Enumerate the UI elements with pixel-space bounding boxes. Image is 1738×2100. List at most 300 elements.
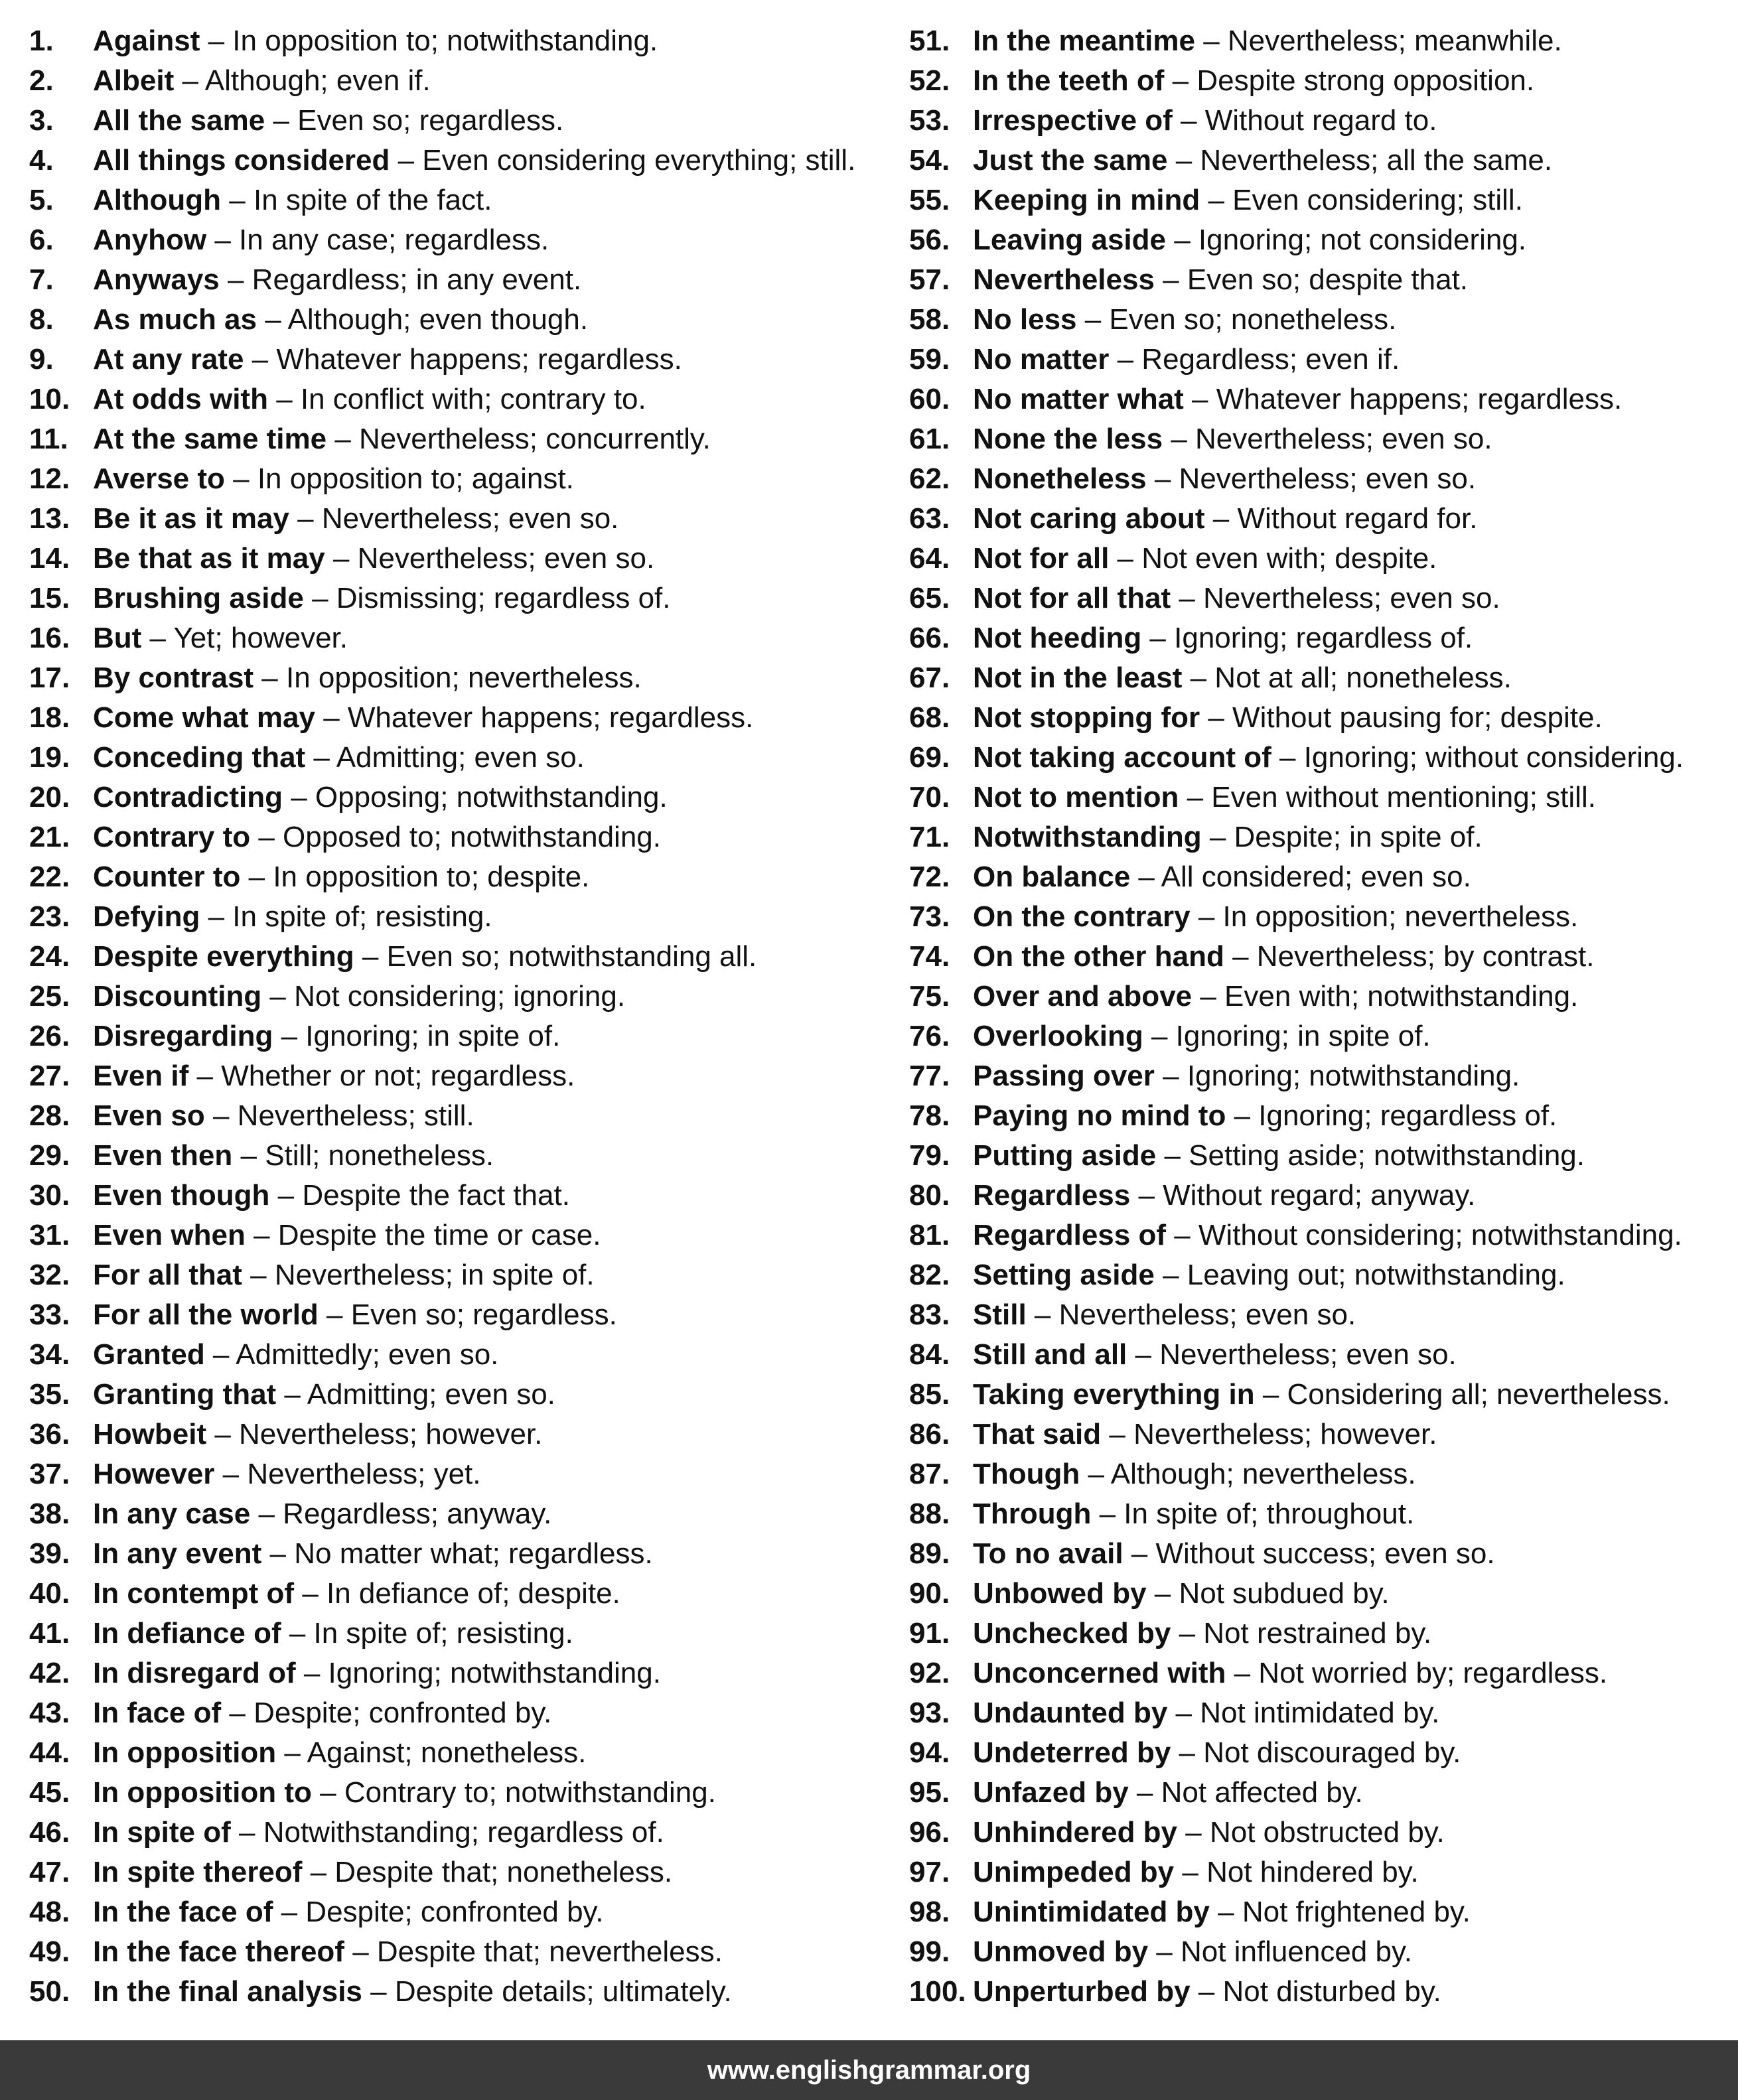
item-definition: – Leaving out; notwithstanding. (1154, 1259, 1565, 1291)
item-definition: – Despite strong opposition. (1164, 64, 1535, 97)
item-definition: – Nevertheless; however. (1101, 1418, 1437, 1450)
item-definition: – Whatever happens; regardless. (1183, 383, 1623, 415)
item-term: Through (973, 1498, 1092, 1530)
item-number: 96. (909, 1816, 950, 1849)
item-term: Unchecked by (973, 1617, 1171, 1649)
item-definition: – Ignoring; without considering. (1271, 741, 1684, 774)
item-term: Notwithstanding (973, 821, 1202, 853)
item-term: At the same time (93, 423, 327, 455)
item-definition: – Whatever happens; regardless. (244, 343, 682, 376)
item-number: 31. (29, 1219, 70, 1251)
list-item (909, 1415, 1738, 1454)
item-definition: – Without regard; anyway. (1130, 1179, 1476, 1212)
list-item (29, 1733, 892, 1773)
item-definition: – Not hindered by. (1174, 1856, 1419, 1888)
item-term: Be it as it may (93, 502, 289, 535)
list-item (909, 180, 1738, 220)
item-definition: – Without pausing for; despite. (1200, 701, 1603, 734)
item-definition: – Not even with; despite. (1109, 542, 1437, 575)
item-definition: – Yet; however. (141, 622, 348, 654)
item-number: 40. (29, 1577, 70, 1610)
item-definition: – Without regard to. (1172, 104, 1437, 137)
item-term: On the contrary (973, 900, 1191, 933)
item-number: 88. (909, 1498, 950, 1530)
list-item (909, 260, 1738, 300)
list-item (29, 1534, 892, 1574)
item-term: Discounting (93, 980, 262, 1013)
item-definition: – Nevertheless; yet. (214, 1458, 481, 1490)
item-definition: – Despite that; nonetheless. (302, 1856, 673, 1888)
list-item (909, 340, 1738, 380)
item-number: 74. (909, 940, 950, 973)
item-definition: – Even considering; still. (1200, 184, 1523, 216)
item-definition: – All considered; even so. (1130, 861, 1471, 893)
item-term: Not for all (973, 542, 1110, 575)
item-definition: – Still; nonetheless. (232, 1139, 494, 1172)
list-item (909, 937, 1738, 977)
item-definition: – Nevertheless; even so. (1026, 1298, 1356, 1331)
item-term: No matter what (973, 383, 1184, 415)
list-item (909, 857, 1738, 897)
item-definition: – In spite of; resisting. (200, 900, 492, 933)
right-column (909, 21, 1738, 2012)
item-number: 42. (29, 1657, 70, 1689)
item-definition: – No matter what; regardless. (261, 1537, 653, 1570)
item-definition: – Contrary to; notwithstanding. (311, 1776, 716, 1809)
list-item (29, 1813, 892, 1853)
item-number: 27. (29, 1060, 70, 1092)
item-term: Still and all (973, 1338, 1127, 1371)
item-definition: – Not discouraged by. (1171, 1736, 1461, 1769)
item-term: Setting aside (973, 1259, 1155, 1291)
list-item (909, 658, 1738, 698)
item-term: No less (973, 303, 1077, 336)
item-number: 57. (909, 263, 950, 296)
item-term: Defying (93, 900, 200, 933)
item-number: 43. (29, 1697, 70, 1729)
item-term: Even when (93, 1219, 246, 1251)
item-number: 5. (29, 184, 54, 216)
item-term: Regardless of (973, 1219, 1166, 1251)
list-item (29, 1136, 892, 1176)
item-term: Even then (93, 1139, 233, 1172)
item-term: Just the same (973, 144, 1168, 176)
item-term: Contradicting (93, 781, 283, 813)
list-item (909, 1932, 1738, 1972)
item-term: But (93, 622, 142, 654)
item-term: Granting that (93, 1378, 277, 1411)
item-number: 83. (909, 1298, 950, 1331)
list-item (909, 499, 1738, 539)
item-definition: – Setting aside; notwithstanding. (1156, 1139, 1585, 1172)
list-item (29, 1016, 892, 1056)
item-term: Putting aside (973, 1139, 1157, 1172)
item-definition: – Without regard for. (1204, 502, 1478, 535)
item-number: 70. (909, 781, 950, 813)
list-item (909, 1972, 1738, 2012)
item-definition: – Even so; notwithstanding all. (354, 940, 757, 973)
item-number: 100. (909, 1975, 966, 2008)
list-item (29, 1255, 892, 1295)
item-definition: – Even so; despite that. (1154, 263, 1469, 296)
item-definition: – Despite the fact that. (269, 1179, 570, 1212)
list-item (29, 1056, 892, 1096)
item-definition: – Ignoring; in spite of. (1143, 1020, 1431, 1052)
item-definition: – Although; even though. (256, 303, 589, 336)
list-item (29, 658, 892, 698)
item-number: 55. (909, 184, 950, 216)
item-definition: – Not at all; nonetheless. (1182, 662, 1512, 694)
item-number: 71. (909, 821, 950, 853)
item-definition: – Ignoring; in spite of. (273, 1020, 561, 1052)
item-number: 37. (29, 1458, 70, 1490)
item-definition: – Opposing; notwithstanding. (282, 781, 668, 813)
item-term: Anyways (93, 263, 220, 296)
item-term: Not heeding (973, 622, 1142, 654)
item-number: 68. (909, 701, 950, 734)
item-term: Overlooking (973, 1020, 1143, 1052)
item-definition: – Nevertheless; by contrast. (1224, 940, 1595, 973)
item-number: 51. (909, 25, 950, 57)
item-number: 94. (909, 1736, 950, 1769)
list-item (29, 419, 892, 459)
item-term: In the face thereof (93, 1935, 344, 1968)
item-term: Not to mention (973, 781, 1179, 813)
list-item (29, 180, 892, 220)
item-number: 56. (909, 224, 950, 256)
list-item (29, 499, 892, 539)
item-term: Not caring about (973, 502, 1205, 535)
item-term: Unimpeded by (973, 1856, 1175, 1888)
item-number: 75. (909, 980, 950, 1013)
item-term: Unfazed by (973, 1776, 1129, 1809)
item-number: 32. (29, 1259, 70, 1291)
list-item (29, 380, 892, 419)
item-number: 30. (29, 1179, 70, 1212)
list-item (909, 1454, 1738, 1494)
item-term: Nevertheless (973, 263, 1155, 296)
footer-bar (0, 2040, 1738, 2100)
item-term: At odds with (93, 383, 268, 415)
item-number: 24. (29, 940, 70, 973)
item-definition: – Not restrained by. (1171, 1617, 1432, 1649)
item-term: Irrespective of (973, 104, 1173, 137)
item-number: 14. (29, 542, 70, 575)
item-definition: – Regardless; even if. (1109, 343, 1400, 376)
item-number: 39. (29, 1537, 70, 1570)
item-term: Undeterred by (973, 1736, 1171, 1769)
list-item (29, 1972, 892, 2012)
item-number: 48. (29, 1896, 70, 1928)
item-number: 98. (909, 1896, 950, 1928)
list-item (909, 1614, 1738, 1653)
item-number: 58. (909, 303, 950, 336)
item-term: Unhindered by (973, 1816, 1178, 1849)
website-link[interactable]: www.englishgrammar.org (707, 2056, 1031, 2085)
item-number: 10. (29, 383, 70, 415)
list-item (909, 459, 1738, 499)
item-number: 23. (29, 900, 70, 933)
item-term: Not taking account of (973, 741, 1271, 774)
item-number: 25. (29, 980, 70, 1013)
item-number: 80. (909, 1179, 950, 1212)
item-number: 33. (29, 1298, 70, 1331)
item-number: 78. (909, 1099, 950, 1132)
item-number: 73. (909, 900, 950, 933)
item-term: To no avail (973, 1537, 1123, 1570)
list-item (909, 220, 1738, 260)
item-number: 44. (29, 1736, 70, 1769)
item-definition: – Not frightened by. (1209, 1896, 1471, 1928)
item-term: As much as (93, 303, 257, 336)
item-term: Passing over (973, 1060, 1155, 1092)
item-definition: – Against; nonetheless. (276, 1736, 587, 1769)
item-definition: – Despite that; nevertheless. (344, 1935, 723, 1968)
item-term: Counter to (93, 861, 241, 893)
item-definition: – Regardless; anyway. (250, 1498, 552, 1530)
item-term: Even though (93, 1179, 270, 1212)
list-item (909, 141, 1738, 180)
item-definition: – Not subdued by. (1146, 1577, 1390, 1610)
list-item (29, 1693, 892, 1733)
list-item (909, 1335, 1738, 1375)
item-number: 1. (29, 25, 54, 57)
list-item (909, 1136, 1738, 1176)
item-number: 47. (29, 1856, 70, 1888)
item-term: Taking everything in (973, 1378, 1255, 1411)
item-term: Although (93, 184, 222, 216)
item-number: 60. (909, 383, 950, 415)
list-item (909, 539, 1738, 579)
item-term: In the final analysis (93, 1975, 362, 2008)
item-term: For all that (93, 1259, 242, 1291)
list-item (909, 977, 1738, 1016)
item-number: 81. (909, 1219, 950, 1251)
item-definition: – In opposition; nevertheless. (1190, 900, 1579, 933)
item-number: 3. (29, 104, 54, 137)
item-term: Against (93, 25, 200, 57)
item-definition: – Nevertheless; even so. (325, 542, 655, 575)
list-item (29, 1096, 892, 1136)
item-definition: – Despite; confronted by. (273, 1896, 604, 1928)
list-item (909, 618, 1738, 658)
list-item (29, 1892, 892, 1932)
list-item (909, 698, 1738, 738)
list-item (29, 340, 892, 380)
item-term: Unbowed by (973, 1577, 1147, 1610)
list-item (29, 539, 892, 579)
item-number: 26. (29, 1020, 70, 1052)
item-definition: – Despite the time or case. (245, 1219, 601, 1251)
item-term: Paying no mind to (973, 1099, 1226, 1132)
item-term: In disregard of (93, 1657, 296, 1689)
item-number: 38. (29, 1498, 70, 1530)
list-item (29, 1614, 892, 1653)
item-number: 64. (909, 542, 950, 575)
list-item (29, 101, 892, 141)
item-definition: – In conflict with; contrary to. (267, 383, 646, 415)
item-definition: – Nevertheless; meanwhile. (1195, 25, 1562, 57)
item-number: 86. (909, 1418, 950, 1450)
list-item (909, 1534, 1738, 1574)
item-term: In opposition (93, 1736, 277, 1769)
item-definition: – Nevertheless; still. (204, 1099, 474, 1132)
item-definition: – Considering all; nevertheless. (1254, 1378, 1670, 1411)
item-term: In the face of (93, 1896, 273, 1928)
item-term: That said (973, 1418, 1102, 1450)
item-term: None the less (973, 423, 1163, 455)
list-item (29, 618, 892, 658)
item-term: In spite of (93, 1816, 231, 1849)
item-number: 79. (909, 1139, 950, 1172)
item-number: 21. (29, 821, 70, 853)
item-term: Even if (93, 1060, 189, 1092)
item-number: 85. (909, 1378, 950, 1411)
left-column (29, 21, 892, 2012)
item-definition: – Nevertheless; even so. (1127, 1338, 1457, 1371)
item-number: 95. (909, 1776, 950, 1809)
list-item (909, 1216, 1738, 1255)
item-term: Unperturbed by (973, 1975, 1191, 2008)
list-item (909, 380, 1738, 419)
item-number: 45. (29, 1776, 70, 1809)
item-definition: – Not influenced by. (1148, 1935, 1412, 1968)
list-item (29, 1853, 892, 1892)
list-item (909, 1056, 1738, 1096)
item-definition: – Even without mentioning; still. (1179, 781, 1596, 813)
item-definition: – In defiance of; despite. (294, 1577, 620, 1610)
item-number: 22. (29, 861, 70, 893)
item-term: In the meantime (973, 25, 1195, 57)
item-number: 13. (29, 502, 70, 535)
list-item (29, 857, 892, 897)
item-number: 53. (909, 104, 950, 137)
item-term: All things considered (93, 144, 390, 176)
item-number: 41. (29, 1617, 70, 1649)
list-item (29, 1216, 892, 1255)
item-term: Even so (93, 1099, 205, 1132)
item-number: 6. (29, 224, 54, 256)
item-definition: – Nevertheless; however. (206, 1418, 543, 1450)
item-term: In any case (93, 1498, 251, 1530)
item-number: 46. (29, 1816, 70, 1849)
item-definition: – In spite of the fact. (221, 184, 492, 216)
item-number: 84. (909, 1338, 950, 1371)
item-number: 16. (29, 622, 70, 654)
item-term: In defiance of (93, 1617, 281, 1649)
item-term: Be that as it may (93, 542, 325, 575)
item-number: 49. (29, 1935, 70, 1968)
list-item (909, 1813, 1738, 1853)
item-term: Averse to (93, 462, 225, 495)
list-item (909, 1096, 1738, 1136)
item-term: In opposition to (93, 1776, 312, 1809)
item-definition: – Whether or not; regardless. (188, 1060, 575, 1092)
item-term: Contrary to (93, 821, 251, 853)
list-item (29, 1295, 892, 1335)
item-definition: – Not disturbed by. (1190, 1975, 1441, 2008)
list-item (909, 21, 1738, 61)
item-definition: – Even considering everything; still. (390, 144, 856, 176)
list-item (29, 21, 892, 61)
list-item (29, 897, 892, 937)
list-item (909, 61, 1738, 101)
list-item (29, 1415, 892, 1454)
item-definition: – Admitting; even so. (305, 741, 585, 774)
list-item (909, 778, 1738, 817)
item-definition: – Ignoring; regardless of. (1226, 1099, 1557, 1132)
item-definition: – Admitting; even so. (276, 1378, 555, 1411)
list-item (29, 1454, 892, 1494)
list-item (29, 1375, 892, 1415)
item-definition: – In opposition to; notwithstanding. (200, 25, 658, 57)
item-number: 28. (29, 1099, 70, 1132)
item-definition: – Regardless; in any event. (219, 263, 582, 296)
list-item (29, 61, 892, 101)
item-definition: – Without success; even so. (1123, 1537, 1495, 1570)
list-item (909, 1494, 1738, 1534)
item-term: Over and above (973, 980, 1193, 1013)
item-definition: – Nevertheless; even so. (1146, 462, 1477, 495)
list-item (909, 1255, 1738, 1295)
item-term: Brushing aside (93, 582, 304, 614)
list-item (909, 101, 1738, 141)
item-number: 89. (909, 1537, 950, 1570)
item-term: However (93, 1458, 215, 1490)
item-term: Not for all that (973, 582, 1171, 614)
list-item (909, 817, 1738, 857)
list-item (29, 1176, 892, 1216)
item-definition: – Notwithstanding; regardless of. (230, 1816, 664, 1849)
item-definition: – Nevertheless; in spite of. (242, 1259, 595, 1291)
item-term: All the same (93, 104, 265, 137)
item-definition: – In opposition to; against. (224, 462, 574, 495)
item-term: No matter (973, 343, 1110, 376)
item-definition: – Even with; notwithstanding. (1192, 980, 1579, 1013)
item-definition: – Even so; regardless. (265, 104, 564, 137)
list-item (29, 1653, 892, 1693)
item-number: 65. (909, 582, 950, 614)
item-number: 8. (29, 303, 54, 336)
item-term: Though (973, 1458, 1080, 1490)
list-item (29, 579, 892, 618)
item-definition: – Not worried by; regardless. (1226, 1657, 1608, 1689)
item-definition: – Ignoring; notwithstanding. (1154, 1060, 1520, 1092)
list-item (909, 897, 1738, 937)
item-definition: – Not affected by. (1128, 1776, 1363, 1809)
item-definition: – Dismissing; regardless of. (303, 582, 671, 614)
list-item (909, 579, 1738, 618)
list-item (909, 1733, 1738, 1773)
list-item (909, 1853, 1738, 1892)
item-number: 54. (909, 144, 950, 176)
item-number: 19. (29, 741, 70, 774)
list-item (909, 1773, 1738, 1813)
list-item (29, 778, 892, 817)
list-item (29, 459, 892, 499)
item-term: Unmoved by (973, 1935, 1149, 1968)
item-number: 91. (909, 1617, 950, 1649)
list-item (29, 1494, 892, 1534)
item-number: 4. (29, 144, 54, 176)
item-number: 18. (29, 701, 70, 734)
list-item (29, 1335, 892, 1375)
item-number: 63. (909, 502, 950, 535)
item-term: In spite thereof (93, 1856, 303, 1888)
item-definition: – Without considering; notwithstanding. (1165, 1219, 1682, 1251)
item-number: 9. (29, 343, 54, 376)
item-term: Unconcerned with (973, 1657, 1226, 1689)
